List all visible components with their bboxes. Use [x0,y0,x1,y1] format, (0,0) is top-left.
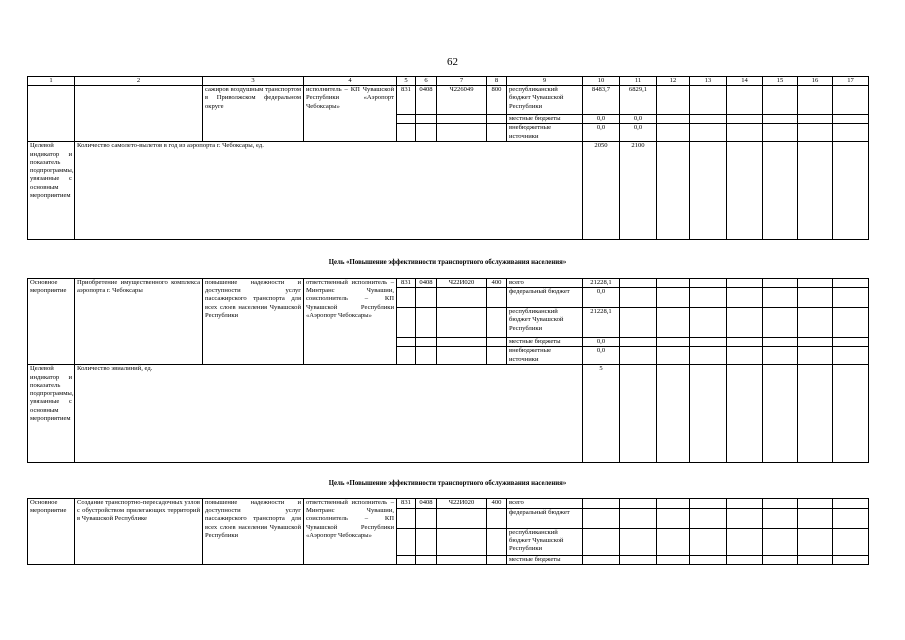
funding-source: всего [507,499,583,509]
cell-empty [620,509,657,529]
cell-empty [833,86,869,115]
cell-empty [487,529,507,556]
indicator-label: Целевой индикатор и показатель подпрограммы, увязанные с основным мероприятием [28,365,75,463]
column-number: 17 [833,77,869,86]
column-number: 13 [690,77,727,86]
cell-empty [690,142,727,240]
cell-empty [690,279,727,288]
cell-empty [437,347,487,365]
cell-empty [798,115,833,124]
expected-result-cell: повышение надежности и доступности услуг пассажирского транспорта для всех слоев населения Чувашской Республики [203,279,304,365]
budget-table-part-1 [27,76,869,240]
cell-empty [437,115,487,124]
cell-empty [620,347,657,365]
cell-empty [657,347,690,365]
cell-empty [397,556,416,565]
cell-empty [657,279,690,288]
cell-empty [763,499,798,509]
cell-empty [657,509,690,529]
budget-table-part-2 [27,278,869,463]
cell-empty [416,124,437,142]
indicator-row [28,142,869,240]
column-number: 9 [507,77,583,86]
cell-empty [798,509,833,529]
cell-empty [416,288,437,308]
column-number: 15 [763,77,798,86]
cell-empty [620,499,657,509]
cell-empty [798,347,833,365]
measure-name-cell: Приобретение имущественного комплекса аэропорта г. Чебоксары [75,279,203,365]
cell-empty [727,86,763,115]
cell-empty [416,115,437,124]
cell-empty [690,365,727,463]
cell-empty [833,499,869,509]
code-target-article: Ч22И020 [437,279,487,288]
code-expense-type: 800 [487,86,507,115]
cell-empty [690,86,727,115]
value-cell: 0,0 [620,124,657,142]
column-number: 1 [28,77,75,86]
cell-empty [798,338,833,347]
cell-empty [798,529,833,556]
code-expense-type: 400 [487,279,507,288]
cell-empty [798,308,833,338]
cell-empty [727,279,763,288]
cell-empty [763,86,798,115]
cell-empty [833,529,869,556]
cell-empty [507,142,583,240]
funding-source: республиканский бюджет Чувашской Республики [507,308,583,338]
cell-empty [763,288,798,308]
value-cell: 6829,1 [620,86,657,115]
cell-empty [620,365,657,463]
executor-cell: исполнитель – КП Чувашской Республики «Аэропорт Чебоксары» [304,86,397,142]
code-target-article: Ч22И020 [437,499,487,509]
cell-empty [437,529,487,556]
cell-empty [487,347,507,365]
cell-empty [727,556,763,565]
code-section: 0408 [416,499,437,509]
funding-source: федеральный бюджет [507,288,583,308]
cell-empty [798,124,833,142]
cell-empty [690,308,727,338]
cell-empty [416,529,437,556]
cell-empty [763,365,798,463]
value-cell: 0,0 [583,124,620,142]
cell-empty [620,288,657,308]
cell-empty [833,308,869,338]
cell-empty [798,499,833,509]
table-row [28,499,869,509]
code-section: 0408 [416,279,437,288]
cell-empty [437,556,487,565]
cell-empty [798,142,833,240]
cell-empty [727,288,763,308]
cell-empty [833,365,869,463]
cell-empty [657,115,690,124]
cell-empty [798,365,833,463]
value-cell: 0,0 [583,347,620,365]
column-number: 6 [416,77,437,86]
column-number-row [28,77,869,86]
cell-empty [763,124,798,142]
cell-empty [583,509,620,529]
cell-empty [657,338,690,347]
cell-empty [416,338,437,347]
goal-heading: Цель «Повышение эффективности транспортного обслуживания населения» [328,480,567,487]
expected-result-cell: сажиров воздушным транспортом в Приволжском федеральном округе [203,86,304,142]
cell-empty [798,556,833,565]
cell-empty [763,338,798,347]
cell-empty [727,338,763,347]
cell-empty [833,115,869,124]
cell-empty [727,529,763,556]
column-number: 5 [397,77,416,86]
cell-empty [690,509,727,529]
indicator-value: 2100 [620,142,657,240]
cell-empty [397,338,416,347]
budget-table-part-3 [27,498,869,565]
column-number: 7 [437,77,487,86]
code-expense-type: 400 [487,499,507,509]
cell-empty [397,529,416,556]
funding-source: местные бюджеты [507,338,583,347]
cell-empty [75,86,203,142]
cell-empty [620,308,657,338]
cell-empty [690,338,727,347]
cell-empty [620,338,657,347]
cell-empty [397,115,416,124]
cell-empty [763,142,798,240]
cell-empty [657,86,690,115]
cell-empty [657,529,690,556]
cell-empty [690,115,727,124]
cell-empty [487,124,507,142]
cell-empty [798,279,833,288]
column-number: 12 [657,77,690,86]
cell-empty [833,347,869,365]
cell-empty [833,509,869,529]
code-section: 0408 [416,86,437,115]
funding-source: федеральный бюджет [507,509,583,529]
value-cell: 0,0 [620,115,657,124]
cell-empty [620,279,657,288]
cell-empty [507,365,583,463]
cell-empty [487,509,507,529]
executor-cell: ответственный исполнитель – Минтранс Чувашии, соисполнитель – КП Чувашской Республики «Аэропорт Чебоксары» [304,499,397,565]
column-number: 3 [203,77,304,86]
cell-empty [397,347,416,365]
goal-heading: Цель «Повышение эффективности транспортного обслуживания населения» [328,259,567,266]
value-cell: 0,0 [583,115,620,124]
cell-empty [763,279,798,288]
cell-empty [657,288,690,308]
cell-empty [833,124,869,142]
cell-empty [437,124,487,142]
indicator-value: 2050 [583,142,620,240]
cell-empty [487,115,507,124]
measure-name-cell: Создание транспортно-пересадочных узлов с обустройством прилегающих территорий в Чувашской Республике [75,499,203,565]
column-number: 2 [75,77,203,86]
cell-empty [763,529,798,556]
cell-empty [833,288,869,308]
column-number: 14 [727,77,763,86]
cell-empty [727,115,763,124]
cell-empty [727,347,763,365]
cell-empty [437,509,487,529]
value-cell: 0,0 [583,288,620,308]
cell-empty [657,556,690,565]
executor-cell: ответственный исполнитель – Минтранс Чувашии, соисполнитель – КП Чувашской Республики «Аэропорт Чебоксары» [304,279,397,365]
value-cell: 21228,1 [583,308,620,338]
cell-empty [657,142,690,240]
cell-empty [763,509,798,529]
funding-source: республиканский бюджет Чувашской Республики [507,86,583,115]
indicator-text: Количество самолето-вылетов в год из аэропорта г. Чебоксары, ед. [75,142,507,240]
cell-empty [416,509,437,529]
cell-empty [833,279,869,288]
cell-empty [583,499,620,509]
indicator-value: 5 [583,365,620,463]
cell-empty [727,365,763,463]
cell-empty [583,556,620,565]
funding-source: местные бюджеты [507,115,583,124]
cell-empty [763,308,798,338]
cell-empty [487,288,507,308]
cell-empty [437,288,487,308]
cell-empty [437,338,487,347]
expected-result-cell: повышение надежности и доступности услуг пассажирского транспорта для всех слоев населения Чувашской Республики [203,499,304,565]
cell-empty [727,509,763,529]
cell-empty [397,124,416,142]
column-number: 4 [304,77,397,86]
cell-empty [487,556,507,565]
cell-empty [437,308,487,338]
cell-empty [416,347,437,365]
cell-empty [798,86,833,115]
code-grbs: 831 [397,499,416,509]
column-number: 11 [620,77,657,86]
cell-empty [833,556,869,565]
cell-empty [763,347,798,365]
cell-empty [727,124,763,142]
cell-empty [690,347,727,365]
code-grbs: 831 [397,86,416,115]
table-row [28,279,869,288]
column-number: 10 [583,77,620,86]
value-cell: 0,0 [583,338,620,347]
funding-source: внебюджетные источники [507,124,583,142]
cell-empty [416,308,437,338]
cell-empty [657,499,690,509]
cell-empty [727,308,763,338]
page-number: 62 [447,56,458,68]
indicator-row [28,365,869,463]
cell-empty [657,365,690,463]
indicator-text: Количество эвиалиний, ед. [75,365,507,463]
measure-type-cell: Основное мероприятие [28,279,75,365]
cell-empty [28,86,75,142]
cell-empty [690,529,727,556]
cell-empty [416,556,437,565]
cell-empty [727,142,763,240]
cell-empty [397,308,416,338]
cell-empty [690,556,727,565]
cell-empty [798,288,833,308]
cell-empty [620,556,657,565]
cell-empty [657,124,690,142]
value-cell: 21228,1 [583,279,620,288]
column-number: 16 [798,77,833,86]
indicator-label: Целевой индикатор и показатель подпрограммы, увязанные с основным мероприятием [28,142,75,240]
cell-empty [583,529,620,556]
code-grbs: 831 [397,279,416,288]
code-target-article: Ч226049 [437,86,487,115]
cell-empty [620,529,657,556]
cell-empty [397,509,416,529]
cell-empty [833,142,869,240]
cell-empty [690,499,727,509]
funding-source: всего [507,279,583,288]
column-number: 8 [487,77,507,86]
funding-source: местные бюджеты [507,556,583,565]
cell-empty [833,338,869,347]
cell-empty [763,556,798,565]
cell-empty [690,288,727,308]
funding-source: республиканский бюджет Чувашской Республики [507,529,583,556]
cell-empty [657,308,690,338]
table-row [28,86,869,115]
cell-empty [690,124,727,142]
measure-type-cell: Основное мероприятие [28,499,75,565]
value-cell: 8483,7 [583,86,620,115]
cell-empty [487,338,507,347]
cell-empty [487,308,507,338]
cell-empty [763,115,798,124]
funding-source: внебюджетные источники [507,347,583,365]
cell-empty [727,499,763,509]
cell-empty [397,288,416,308]
